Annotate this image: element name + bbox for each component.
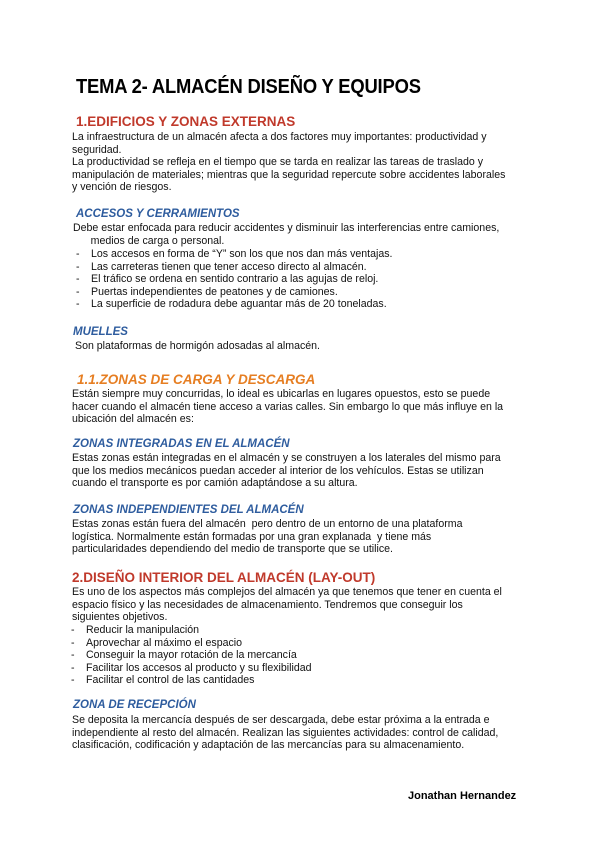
subheading-zonas-integradas: ZONAS INTEGRADAS EN EL ALMACÉN [73,438,290,450]
list-item: - Puertas independientes de peatones y de camiones. [73,286,393,299]
subheading-zona-recepcion: ZONA DE RECEPCIÓN [73,699,196,711]
objetivos-list [68,624,312,687]
paragraph-zonas-independientes: Estas zonas están fuera del almacén pero dentro de un entorno de una plataforma logística. Normalmente están formadas por una gran explanada y tiene más particularidades dependiendo del medio de transporte que se utilice. [72,518,463,555]
section-heading-diseno-interior: 2.DISEÑO INTERIOR DEL ALMACÉN (LAY-OUT) [72,570,376,585]
list-item: - Facilitar los accesos al producto y su flexibilidad [68,662,312,675]
list-item: - El tráfico se ordena en sentido contrario a las agujas de reloj. [73,273,393,286]
section-heading-edificios: 1.EDIFICIOS Y ZONAS EXTERNAS [76,114,296,129]
subheading-muelles: MUELLES [73,326,128,338]
section-heading-zonas-carga: 1.1.ZONAS DE CARGA Y DESCARGA [77,372,316,387]
list-item: - Facilitar el control de las cantidades [68,674,312,687]
list-item: - Aprovechar al máximo el espacio [68,637,312,650]
paragraph-accesos-intro: Debe estar enfocada para reducir accidentes y disminuir las interferencias entre camiones, medios de carga o personal. [73,222,500,247]
list-item: - Reducir la manipulación [68,624,312,637]
paragraph-infraestructura: La infraestructura de un almacén afecta a dos factores muy importantes: productividad y seguridad. [72,131,487,156]
author-name: Jonathan Hernandez [408,790,517,802]
paragraph-muelles: Son plataformas de hormigón adosadas al almacén. [75,340,320,352]
subheading-zonas-independientes: ZONAS INDEPENDIENTES DEL ALMACÉN [73,504,304,516]
paragraph-diseno-interior: Es uno de los aspectos más complejos del almacén ya que tenemos que tener en cuenta el espacio físico y las necesidades de almacenamiento. Tendremos que conseguir los siguientes objetivos. [72,586,502,623]
accesos-list [73,248,393,311]
paragraph-zonas-integradas: Estas zonas están integradas en el almacén y se construyen a los laterales del mismo para que los medios mecánicos puedan acceder al interior de los vehículos. Estas se utilizan cuando el transporte es por camión adaptándose a su altura. [72,452,501,489]
list-item: - La superficie de rodadura debe aguantar más de 20 toneladas. [73,298,393,311]
list-item: - Conseguir la mayor rotación de la mercancía [68,649,312,662]
list-item: - Las carreteras tienen que tener acceso directo al almacén. [73,261,393,274]
subheading-accesos: ACCESOS Y CERRAMIENTOS [76,208,240,220]
document-title: TEMA 2- ALMACÉN DISEÑO Y EQUIPOS [76,76,421,98]
paragraph-zona-recepcion: Se deposita la mercancía después de ser descargada, debe estar próxima a la entrada e independiente al resto del almacén. Realizan las siguientes actividades: control de calidad, clasificación, codificación y adaptación de las mercancías para su almacenamiento. [72,714,499,751]
paragraph-productividad: La productividad se refleja en el tiempo que se tarda en realizar las tareas de traslado y manipulación de materiales; mientras que la seguridad repercute sobre accidentes laborales y vención de riesgos. [72,156,506,193]
paragraph-zonas-carga: Están siempre muy concurridas, lo ideal es ubicarlas en lugares opuestos, esto se puede hacer cuando el almacén tiene acceso a varias calles. Sin embargo lo que más influye en la ubicación del almacén es: [72,388,504,425]
list-item: - Los accesos en forma de “Y” son los que nos dan más ventajas. [73,248,393,261]
